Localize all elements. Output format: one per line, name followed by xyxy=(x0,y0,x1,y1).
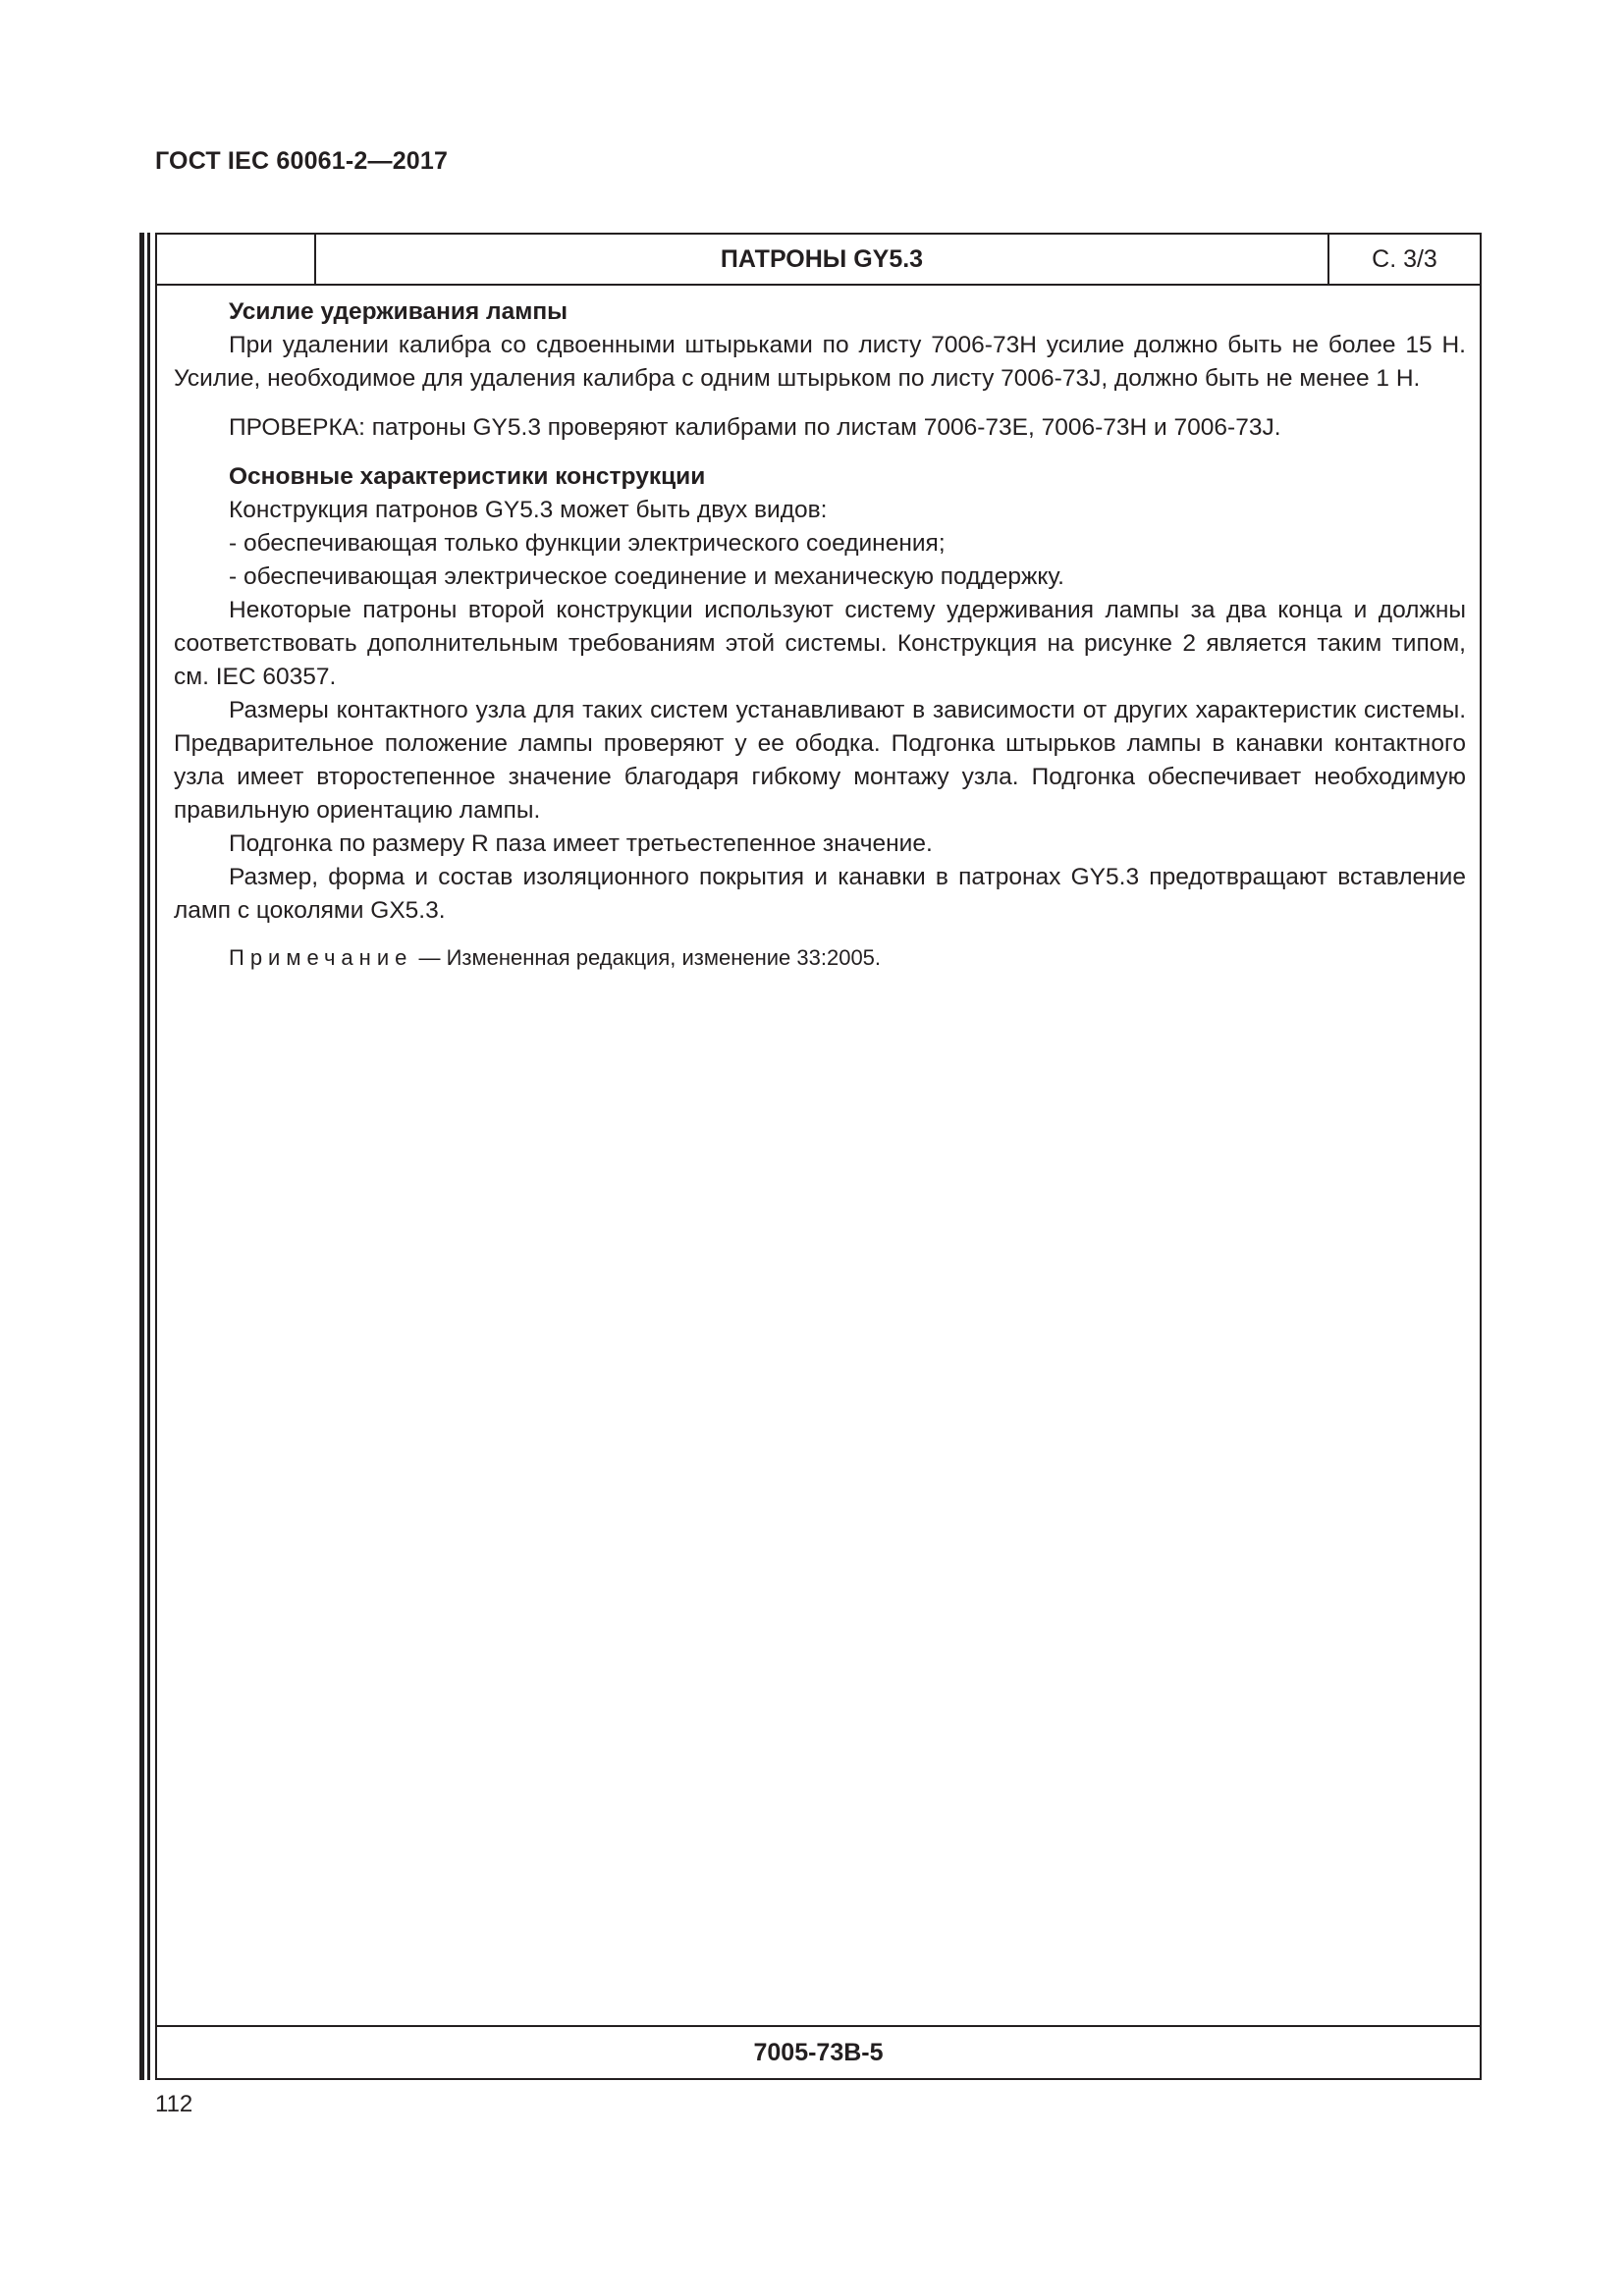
sheet-content xyxy=(174,295,1466,975)
note-label: Примечание xyxy=(229,945,413,970)
title-row xyxy=(157,235,1480,286)
frame-double-border-outer xyxy=(139,233,144,2080)
note-text: — Измененная редакция, изменение 33:2005. xyxy=(412,945,882,970)
list-item: - обеспечивающая только функции электрического соединения; xyxy=(229,530,946,557)
title-cell-blank xyxy=(157,235,316,284)
page-number: 112 xyxy=(155,2091,193,2117)
paragraph-retention-system: Некоторые патроны второй конструкции используют систему удерживания лампы за два конца и должны соответствовать дополнительным требованиям этой системы. Конструкция на рисунке 2 является таким типом, см. IEC 60357. xyxy=(174,597,1466,690)
standard-sheet-frame xyxy=(155,233,1482,2080)
paragraph-contact-dimensions: Размеры контактного узла для таких систем устанавливают в зависимости от других характеристик системы. Предварительное положение лампы проверяют у ее ободка. Подгонка штырьков лампы в канавки контактного узла имеет второстепенное значение благодаря гибкому монтажу узла. Подгонка обеспечивает необходимую правильную ориентацию лампы. xyxy=(174,697,1466,824)
paragraph-check: ПРОВЕРКА: патроны GY5.3 проверяют калибрами по листам 7006-73E, 7006-73H и 7006-73J. xyxy=(229,414,1281,441)
sheet-code: 7005-73B-5 xyxy=(157,2025,1480,2078)
note xyxy=(174,941,1466,975)
paragraph-retention-force: При удалении калибра со сдвоенными штырьками по листу 7006-73H усилие должно быть не более 15 Н. Усилие, необходимое для удаления калибра с одним штырьком по листу 7006-73J, должно быть не менее 1 Н. xyxy=(174,332,1466,392)
paragraph-slot-fit: Подгонка по размеру R паза имеет третьестепенное значение. xyxy=(229,830,933,857)
sheet-title: ПАТРОНЫ GY5.3 xyxy=(316,235,1329,284)
paragraph-construction-types: Конструкция патронов GY5.3 может быть двух видов: xyxy=(229,497,828,523)
sheet-number: С. 3/3 xyxy=(1372,244,1437,273)
frame-double-border-inner xyxy=(147,233,150,2080)
paragraph-insulation: Размер, форма и состав изоляционного покрытия и канавки в патронах GY5.3 предотвращают вставление ламп с цоколями GX5.3. xyxy=(174,864,1466,924)
document-header: ГОСТ IEC 60061-2—2017 xyxy=(155,147,449,175)
section-heading-lamp-retention: Усилие удерживания лампы xyxy=(229,298,568,325)
section-heading-construction: Основные характеристики конструкции xyxy=(229,463,706,490)
list-item: - обеспечивающая электрическое соединение и механическую поддержку. xyxy=(229,563,1064,590)
